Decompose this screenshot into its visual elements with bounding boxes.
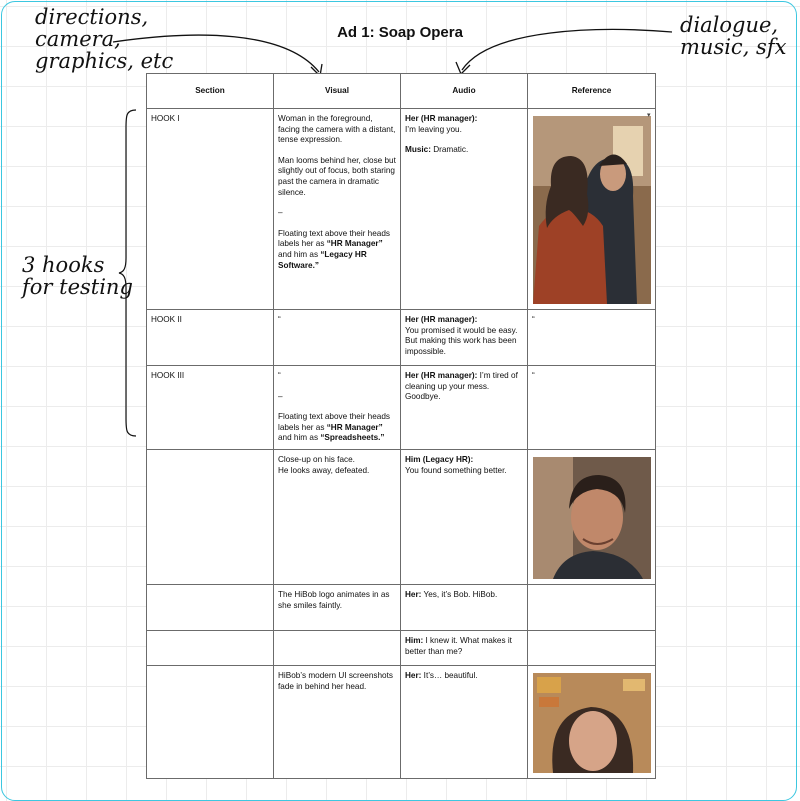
visual-dash: – <box>278 208 283 218</box>
reference-cell <box>528 449 656 584</box>
audio-cell: Her: Yes, it’s Bob. HiBob. <box>401 584 528 630</box>
header-audio: Audio <box>401 74 528 109</box>
speaker-label: Her (HR manager): <box>405 315 478 324</box>
reference-ditto: “ <box>528 366 656 450</box>
note-directions: directions, camera, graphics, etc <box>35 5 174 73</box>
audio-cell: Her (HR manager): I’m tired of cleaning up your mess. Goodbye. <box>401 366 528 450</box>
visual-cell: Close-up on his face. He looks away, defeated. <box>274 449 401 584</box>
header-reference: Reference <box>528 74 656 109</box>
speaker-label: Him: <box>405 635 424 645</box>
header-visual: Visual <box>274 74 401 109</box>
note-hooks: 3 hooks for testing <box>22 253 133 299</box>
dropdown-triangle-icon[interactable]: ▾ <box>647 112 651 119</box>
audio-cell: Her (HR manager): You promised it would be easy. But making this work has been impossible. <box>401 310 528 366</box>
section-cell: HOOK I <box>147 109 274 310</box>
audio-cell: Her (HR manager): I’m leaving you. Music: Dramatic. <box>401 109 528 310</box>
section-cell: HOOK III <box>147 366 274 450</box>
reference-image-woman-ui <box>533 673 651 773</box>
visual-cell <box>274 366 401 450</box>
table-row <box>147 109 656 310</box>
header-section: Section <box>147 74 274 109</box>
reference-image-couple <box>533 116 651 304</box>
section-cell: HOOK II <box>147 310 274 366</box>
table-row <box>147 630 656 665</box>
audio-cell: Him (Legacy HR): You found something better. <box>401 449 528 584</box>
visual-ditto: “ <box>278 371 281 380</box>
page-title: Ad 1: Soap Opera <box>337 24 463 41</box>
speaker-label: Her (HR manager): <box>405 114 478 123</box>
reference-cell <box>528 665 656 778</box>
visual-labels-text: Floating text above their heads labels her as “HR Manager” and him as “Spreadsheets.” <box>278 412 390 443</box>
reference-ditto: “ <box>528 310 656 366</box>
section-cell <box>147 630 274 665</box>
visual-text: Man looms behind her, close but slightly out of focus, both staring past the camera in dramatic silence. <box>278 155 396 197</box>
visual-cell <box>274 630 401 665</box>
visual-text: Woman in the foreground, facing the camera with a distant, tense expression. <box>278 114 396 145</box>
reference-image-man <box>533 457 651 579</box>
visual-ditto: “ <box>274 310 401 366</box>
table-row <box>147 584 656 630</box>
table-row <box>147 665 656 778</box>
music-label: Music: <box>405 145 431 155</box>
table-row <box>147 310 656 366</box>
reference-cell <box>528 630 656 665</box>
script-table <box>146 73 656 779</box>
note-dialogue: dialogue, music, sfx <box>680 13 787 59</box>
speaker-label: Her: <box>405 589 422 599</box>
audio-cell: Her: It’s… beautiful. <box>401 665 528 778</box>
table-row <box>147 449 656 584</box>
section-cell <box>147 584 274 630</box>
speaker-label: Her: <box>405 670 422 680</box>
visual-labels-text: Floating text above their heads labels her as “HR Manager” and him as “Legacy HR Software.” <box>278 228 390 270</box>
table-row <box>147 366 656 450</box>
visual-cell: HiBob’s modern UI screenshots fade in behind her head. <box>274 665 401 778</box>
visual-cell: The HiBob logo animates in as she smiles faintly. <box>274 584 401 630</box>
section-cell <box>147 665 274 778</box>
curly-bracket-icon <box>118 108 140 438</box>
reference-cell <box>528 584 656 630</box>
visual-cell <box>274 109 401 310</box>
speaker-label: Him (Legacy HR): <box>405 454 474 464</box>
audio-cell: Him: I knew it. What makes it better than me? <box>401 630 528 665</box>
visual-dash: – <box>278 391 283 401</box>
section-cell <box>147 449 274 584</box>
table-header-row <box>147 74 656 109</box>
reference-cell <box>528 109 656 310</box>
speaker-label: Her (HR manager): <box>405 371 478 380</box>
